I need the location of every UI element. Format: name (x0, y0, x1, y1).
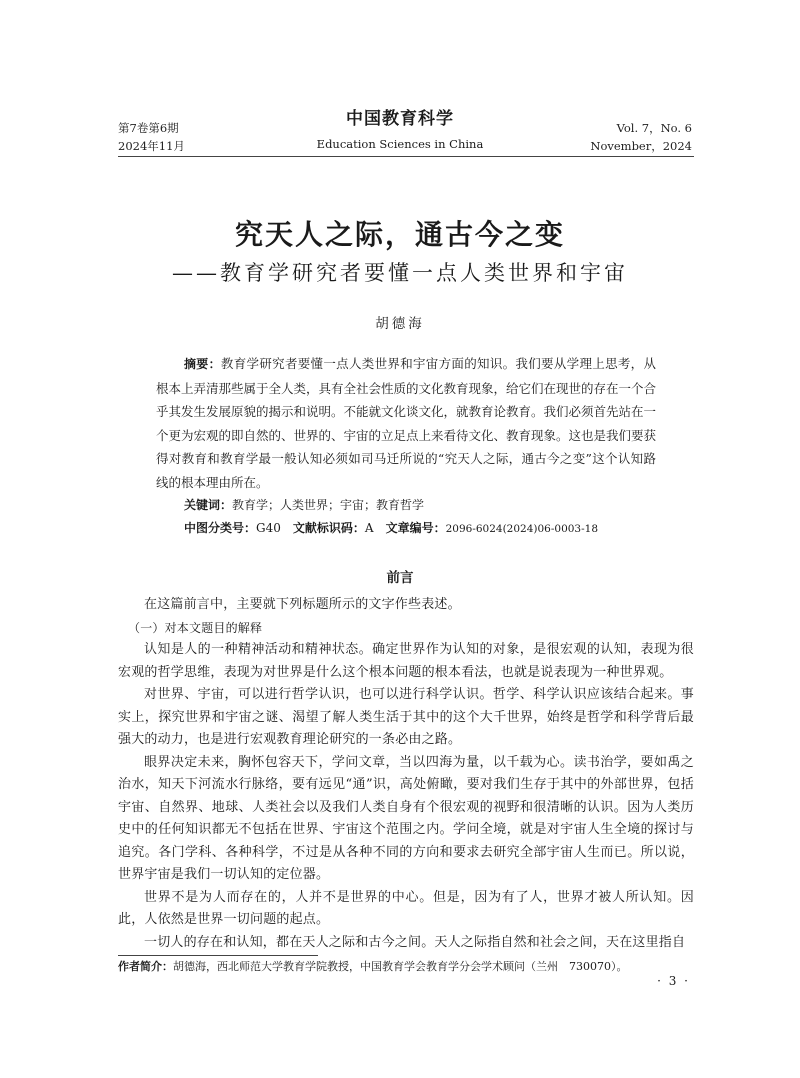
keywords-line (156, 494, 656, 517)
header-volume-cn: 第7卷第6期 (118, 121, 179, 135)
classification-line (156, 517, 656, 541)
body-paragraph-5: 一切人的存在和认知，都在天人之际和古今之间。天人之际指自然和社会之间，天在这里指自 (144, 934, 686, 950)
abstract-paragraph (156, 352, 656, 494)
footnote-label: 作者简介： (118, 960, 173, 973)
page-number: · 3 · (657, 974, 690, 988)
doc-code-label: 文献标识码： (292, 521, 365, 535)
body-paragraph-3: 眼界决定未来，胸怀包容天下，学问文章，当以四海为量，以千载为心。读书治学，要如禹之治水，知天下河流水行脉络，要有远见“通”识，高处俯瞰，要对我们生存于其中的外部世界，包括宇宙、自然界、地球、人类社会以及我们人类自身有个很宏观的视野和很清晰的认识。因为人类历史中的任何知识都无不包括在世界、宇宙这个范围之内。学问全境，就是对宇宙人生全境的探讨与追究。各门学科、各种科学，不过是从各种不同的方向和要求去研究全部宇宙人生而已。所以说，世界宇宙是我们一切认知的定位器。 (118, 754, 694, 882)
header-volume-info (590, 119, 692, 155)
article-title: 究天人之际，通古今之变 (234, 218, 565, 251)
article-no-value: 2096-6024(2024)06-0003-18 (445, 523, 599, 535)
clc-value: G40 (256, 521, 281, 535)
section-heading: 前言 (386, 570, 414, 586)
header-date-en: November，2024 (590, 139, 692, 153)
body-text (118, 594, 694, 954)
footnote-text: 胡德海，西北师范大学教育学院教授，中国教育学会教育学分会学术顾问（兰州 730070）。 (173, 960, 628, 973)
abstract-text: 教育学研究者要懂一点人类世界和宇宙方面的知识。我们要从学理上思考，从根本上弄清那些属于全人类，具有全社会性质的文化教育现象，给它们在现世的存在一个合乎其发生发展原貌的揭示和说明。不能就文化谈文化，就教育论教育。我们必须首先站在一个更为宏观的即自然的、世界的、宇宙的立足点上来看待文化、教育现象。这也是我们要获得对教育和教育学最一般认知必须如司马迁所说的“究天人之际，通古今之变”这个认知路线的根本理由所在。 (156, 356, 657, 490)
author-footnote (118, 958, 694, 976)
doc-code-value: A (364, 521, 374, 535)
keywords-label: 关键词： (184, 498, 233, 512)
journal-name-cn: 中国教育科学 (346, 109, 454, 129)
body-paragraph-4: 世界不是为人而存在的，人并不是世界的中心。但是，因为有了人，世界才被人所认知。因此，人依然是世界一切问题的起点。 (118, 889, 694, 927)
article-subtitle: ——教育学研究者要懂一点人类世界和宇宙 (172, 261, 628, 285)
header-date-cn: 2024年11月 (118, 139, 185, 153)
journal-name-en: Education Sciences in China (316, 137, 484, 151)
abstract-block (156, 352, 656, 541)
article-author: 胡德海 (375, 316, 425, 332)
clc-label: 中图分类号： (184, 521, 257, 535)
footnote-divider (118, 955, 318, 956)
keywords-text: 教育学；人类世界；宇宙；教育哲学 (232, 498, 425, 512)
subsection-heading: （一）对本文题目的解释 (128, 620, 263, 635)
body-paragraph-1: 认知是人的一种精神活动和精神状态。确定世界作为认知的对象，是很宏观的认知，表现为很宏观的哲学思维，表现为对世界是什么这个根本问题的根本看法，也就是说表现为一种世界观。 (118, 642, 694, 680)
intro-paragraph: 在这篇前言中，主要就下列标题所示的文字作些表述。 (144, 597, 461, 612)
article-no-label: 文章编号： (385, 521, 446, 535)
abstract-label: 摘要： (184, 357, 221, 371)
body-paragraph-2: 对世界、宇宙，可以进行哲学认识，也可以进行科学认识。哲学、科学认识应该结合起来。事实上，探究世界和宇宙之谜、渴望了解人类生活于其中的这个大千世界，始终是哲学和科学背后最强大的动力，也是进行宏观教育理论研究的一条必由之路。 (118, 687, 694, 747)
header-volume-en: Vol. 7，No. 6 (616, 121, 692, 135)
header-divider (118, 156, 694, 157)
